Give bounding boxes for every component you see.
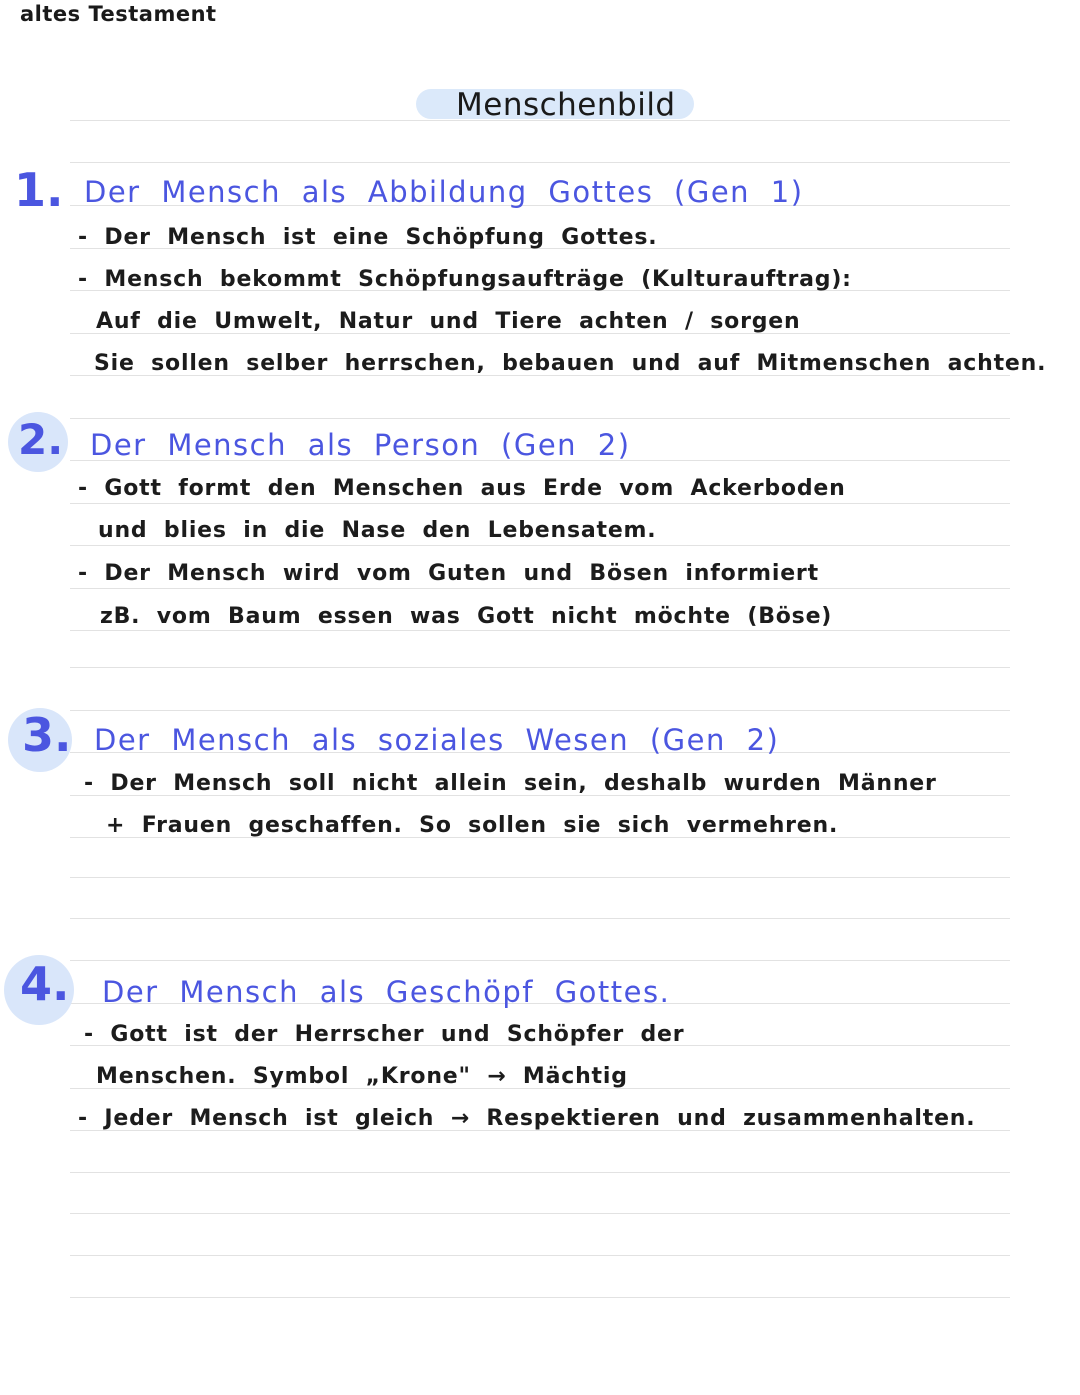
section-2-line-3: - Der Mensch wird vom Guten und Bösen informiert — [78, 561, 819, 586]
section-4-heading: Der Mensch als Geschöpf Gottes. — [102, 975, 671, 1009]
section-2-line-4: zB. vom Baum essen was Gott nicht möchte (Böse) — [100, 604, 833, 629]
section-3-heading: Der Mensch als soziales Wesen (Gen 2) — [94, 723, 780, 757]
header-note: altes Testament — [20, 2, 217, 26]
section-3-number: 3. — [22, 708, 72, 762]
section-4-number: 4. — [20, 957, 70, 1011]
section-4-line-3: - Jeder Mensch ist gleich → Respektieren und zusammenhalten. — [78, 1106, 976, 1131]
section-1-line-4: Sie sollen selber herrschen, bebauen und auf Mitmenschen achten. — [94, 351, 1047, 376]
section-1-line-3: Auf die Umwelt, Natur und Tiere achten / sorgen — [96, 309, 801, 334]
section-3-line-1: - Der Mensch soll nicht allein sein, deshalb wurden Männer — [84, 771, 937, 796]
section-1-heading: Der Mensch als Abbildung Gottes (Gen 1) — [84, 175, 804, 209]
section-2-heading: Der Mensch als Person (Gen 2) — [90, 428, 631, 462]
section-3-line-2: + Frauen geschaffen. So sollen sie sich vermehren. — [106, 813, 839, 838]
section-1-line-2: - Mensch bekommt Schöpfungsaufträge (Kulturauftrag): — [78, 267, 852, 292]
page-title-text: Menschenbild — [456, 87, 676, 123]
section-1-line-1: - Der Mensch ist eine Schöpfung Gottes. — [78, 225, 658, 250]
section-2-line-2: und blies in die Nase den Lebensatem. — [98, 518, 657, 543]
section-4-line-2: Menschen. Symbol „Krone" → Mächtig — [96, 1064, 628, 1089]
section-2-line-1: - Gott formt den Menschen aus Erde vom Ackerboden — [78, 476, 846, 501]
section-2-number: 2. — [18, 415, 64, 464]
section-4-line-1: - Gott ist der Herrscher und Schöpfer der — [84, 1022, 685, 1047]
page-title — [416, 87, 694, 123]
section-1-number: 1. — [14, 163, 64, 217]
